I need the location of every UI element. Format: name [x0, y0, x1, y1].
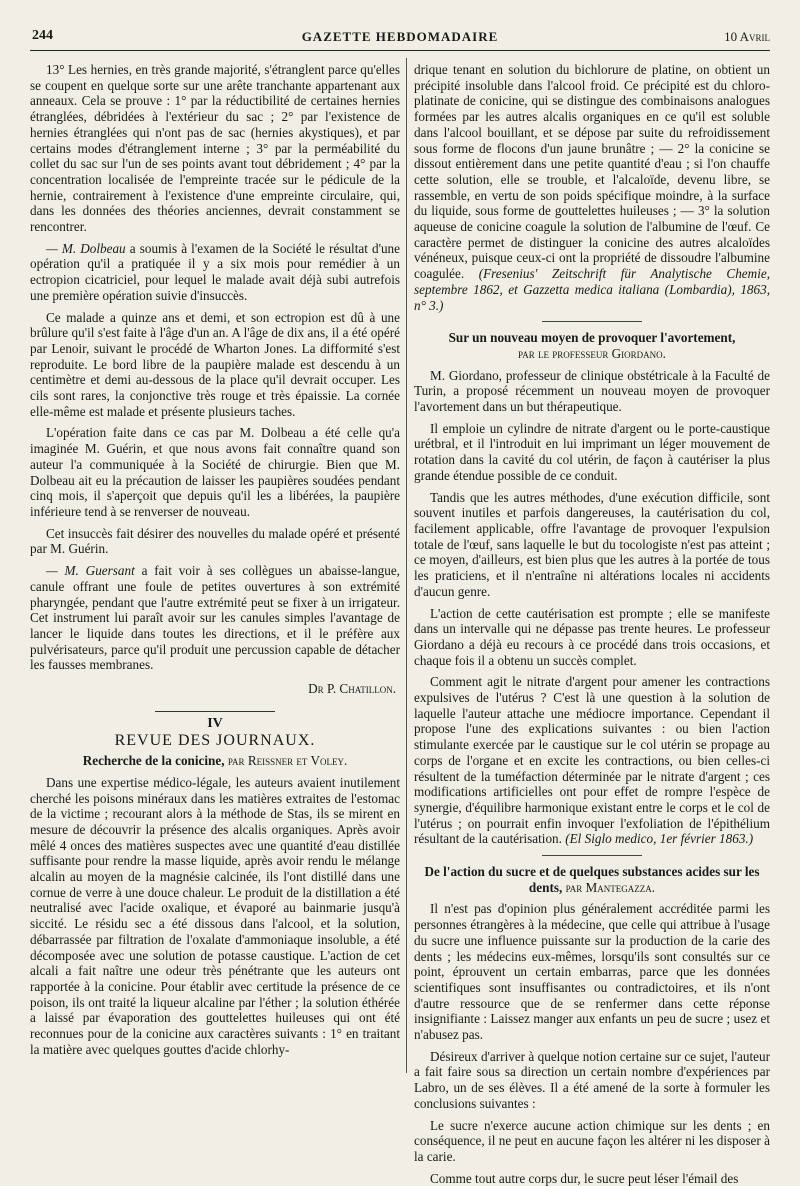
article-separator — [542, 321, 642, 322]
section-title: REVUE DES JOURNAUX. — [114, 732, 316, 750]
paragraph: 13° Les hernies, en très grande majorité, s'étranglent parce qu'elles se coupent en quelque sorte sur une arête tranchante appartenant aux anneaux. Cela se prouve : 1° par la réductibilité de certaines hernies étranglées, débridées à l'extérieur du sac ; 2° par l'existence de hernies étranglées qui n'ont pas de sac (hernies akystiques), et par certains modes d'étranglement interne ; 3° par la perméabilité du collet du sac sur l'un de ses points avant tout débridement ; 4° par la concentration localisée de l'empreinte tracée sur le pédicule de la hernie, contrairement à l'existence d'une empreinte circulaire, qui, dans les données des théories anciennes, devrait constamment se rencontrer. — [30, 62, 400, 235]
paragraph: Ce malade a quinze ans et demi, et son ectropion est dû à une brûlure qu'il s'est faite à l'âge d'un an. A l'âge de dix ans, il a été opéré par Lenoir, suivant le procédé de Wharton Jones. La difformité s'est reproduite. Le bord libre de la paupière malade est descendu à un centimètre et demi au-dessous de la place qu'il devrait occuper. Les cils sont rares, la conjonctive très rouge et très épaissie. La cornée elle-même est malade et présente plusieurs taches. — [30, 309, 400, 419]
paragraph: Il n'est pas d'opinion plus généralement accréditée parmi les personnes étrangères à la médecine, que celle qui attribue à l'usage du sucre une influence puissante sur la production de la carie des dents ; les médecins eux-mêmes, lorsqu'ils sont consultés sur ce point, éprouvent un certain embarras, parce que les données scientifiques sont insuffisantes ou contradictoires, et ils n'ont d'autre ressource que de se renfermer dans cette réponse insignifiante : Laissez manger aux enfants un peu de sucre ; usez et n'abusez pas. — [414, 901, 770, 1043]
paragraph: Comme tout autre corps dur, le sucre peut léser l'émail des — [430, 1170, 739, 1186]
section-separator — [155, 711, 275, 712]
page-number: 244 — [32, 28, 53, 43]
running-header — [30, 26, 770, 51]
person-name: — M. Dolbeau — [46, 240, 126, 256]
column-divider — [406, 58, 407, 1073]
paragraph: — M. Guersant a fait voir à ses collègues un abaisse-langue, canule offrant une foule de petites ouvertures à son extrémité pharyngée, pendant que l'autre extrémité peut se fixer à un irrigateur. Cet instrument lui paraît avoir sur les canules simples l'avantage de lancer le liquide dans toutes les directions, et il le préfère aux pulvérisateurs, parce qu'il produit une percussion capable de détacher les fausses membranes. — [30, 563, 400, 673]
article-heading: Recherche de la conicine, par Reissner et Voley. — [82, 753, 348, 769]
issue-date: 10 Avril — [724, 29, 770, 44]
paragraph: Cet insuccès fait désirer des nouvelles du malade opéré et présenté par M. Guérin. — [30, 525, 400, 557]
paragraph: Il emploie un cylindre de nitrate d'argent ou le porte-caustique urétbral, et il l'introduit en lui imprimant un léger mouvement de rotation dans la cavité du col utérin, de façon à cautériser la plus grande étendue possible de ce conduit. — [414, 420, 770, 483]
person-name: — M. Guersant — [46, 563, 135, 579]
paragraph: Comment agit le nitrate d'argent pour amener les contractions expulsives de l'utérus ? C'est là une question à la solution de laquelle l'auteur attache une médiocre importance. Cependant il propose l'une des explications suivantes : ou bien l'action stimulante exercée par le caustique sur le col utérin se propage au corps de l'organe et en excite les contractions, ou bien celles-ci résultent de la tuméfaction déterminée par le nitrate d'argent ; ces modifications artificielles ont pour effet de rompre l'espèce de synergie, d'équilibre harmonique existant entre le corps et le col de l'utérus ; on pourrait enfin invoquer l'exfoliation de l'épithélium résultant de la cautérisation. (El Siglo medico, 1er février 1863.) — [414, 674, 770, 847]
left-column — [30, 62, 400, 1072]
right-column — [414, 62, 771, 1186]
paragraph: Désireux d'arriver à quelque notion certaine sur ce sujet, l'auteur a fait faire sous sa direction un certain nombre d'expériences par Labro, un de ses élèves. Il a été amené de la sorte à formuler les conclusions suivantes : — [414, 1048, 770, 1111]
section-number: IV — [207, 715, 223, 731]
paragraph: L'action de cette cautérisation est prompte ; elle se manifeste dans un intervalle qui ne dépasse pas trente heures. Le professeur Giordano a déjà eu recours à ce procédé dans trois occasions, et chaque fois il a obtenu un succès complet. — [414, 605, 770, 668]
paragraph: Tandis que les autres méthodes, d'une exécution difficile, sont souvent inutiles et parfois dangereuses, la cautérisation du col, facilement applicable, offre l'avantage de provoquer l'expulsion totale de l'œuf, sans laquelle le but du tocologiste n'est pas atteint ; ce moyen, d'ailleurs, est bien plus que les autres à la portée de tous les praticiens, et il n'entraîne ni altérations locales ni accidents d'aucun genre. — [414, 489, 770, 599]
journal-title: GAZETTE HEBDOMADAIRE — [301, 29, 499, 44]
paragraph: — M. Dolbeau a soumis à l'examen de la Société le résultat d'une opération qu'il a pratiquée il y a six mois pour remédier à un ectropion cicatriciel, pour lequel le malade avait déjà subi autrefois une première opération suivie d'insuccès. — [30, 240, 400, 303]
paragraph: Dans une expertise médico-légale, les auteurs avaient inutilement cherché les poisons minéraux dans les matières extraites de l'estomac de la victime ; recourant alors à la méthode de Stas, ils se mirent en mesure de découvrir la présence des alcalis organiques. Après avoir mêlé 4 onces des matières suspectes avec une quantité d'eau distillée suffisante pour rendre la masse liquide, après avoir rendu le mélange alcalin au moyen de la magnésie calcinée, ils l'ont distillé dans une cornue de verre à une douce chaleur. Le produit de la distillation a été neutralisé avec l'acide oxalique, et évaporé au bainmarie jusqu'à siccité. Le résidu sec a été dissous dans l'alcool, et la solution, débarrassée par filtration de l'oxalate d'ammoniaque insoluble, a été décomposée avec une solution de potasse caustique. L'action de cet alcali a fait naître une odeur très pénétrante que les auteurs ont rapportée à la conicine. Pour établir avec certitude la présence de ce poison, ils ont traité la liqueur alcaline par l'éther ; la solution éthérée a laissé par évaporation des gouttelettes huileuses qui ont été reconnues pour de la conicine aux caractères suivants : 1° en traitant la matière avec quelques gouttes d'acide chlorhy- — [30, 774, 400, 1057]
article-separator — [542, 855, 642, 856]
signature: Dr P. Chatillon. — [308, 681, 396, 697]
citation: (El Siglo medico, 1er février 1863.) — [565, 831, 754, 847]
article-heading: De l'action du sucre et de quelques substances acides sur les dents, par Mantegazza. — [424, 864, 760, 895]
article-heading: Sur un nouveau moyen de provoquer l'avortement, par le professeur Giordano. — [448, 330, 736, 361]
paragraph: M. Giordano, professeur de clinique obstétricale à la Faculté de Turin, a proposé récemment un nouveau moyen de provoquer l'avortement dans un but thérapeutique. — [414, 367, 770, 415]
paragraph: drique tenant en solution du bichlorure de platine, on obtient un précipité insoluble dans l'alcool froid. Ce précipité est du chloro-platinate de conicine, qui se distingue des combinaisons analogues formées par les autres alcalis organiques en ce qu'il est soluble dans l'alcool bouillant, et se dépose par suite du refroidissement sous forme de flocons d'un jaune brunâtre ; — 2° la conicine se dissout entièrement dans une petite quantité d'eau ; si l'on chauffe cette solution, elle se trouble, et l'alcaloïde, devenu libre, se rassemble, en vertu de son poids spécifique moindre, à la surface du liquide, sous forme de gouttelettes huileuses ; — 3° la solution aqueuse de conicine coagule la solution de l'albumine de l'œuf. Ce caractère permet de distinguer la conicine des autres alcaloïdes vénéneux, puisque ceux-ci ont la propriété de dissoudre l'albumine coagulée. (Fresenius' Zeitschrift für Analytische Chemie, septembre 1862, et Gazzetta medica italiana (Lombardia), 1863, n° 3.) — [414, 62, 771, 313]
paragraph: L'opération faite dans ce cas par M. Dolbeau a été celle qu'a imaginée M. Guérin, et que nous avons fait connaître quand son auteur l'a communiquée à la Société de chirurgie. Bien que M. Dolbeau ait eu la précaution de laisser les paupières soudées pendant cinq mois, il s'aperçoit que depuis qu'il les a libérées, la paupière inférieure tend à se renverser de nouveau. — [30, 425, 400, 519]
paragraph: Le sucre n'exerce aucune action chimique sur les dents ; en conséquence, il ne peut en aucune façon les altérer ni les disposer à la carie. — [414, 1117, 770, 1164]
citation: (Fresenius' Zeitschrift für Analytische Chemie, septembre 1862, et Gazzetta medica italiana (Lombardia), 1863, n° 3.) — [414, 266, 771, 313]
